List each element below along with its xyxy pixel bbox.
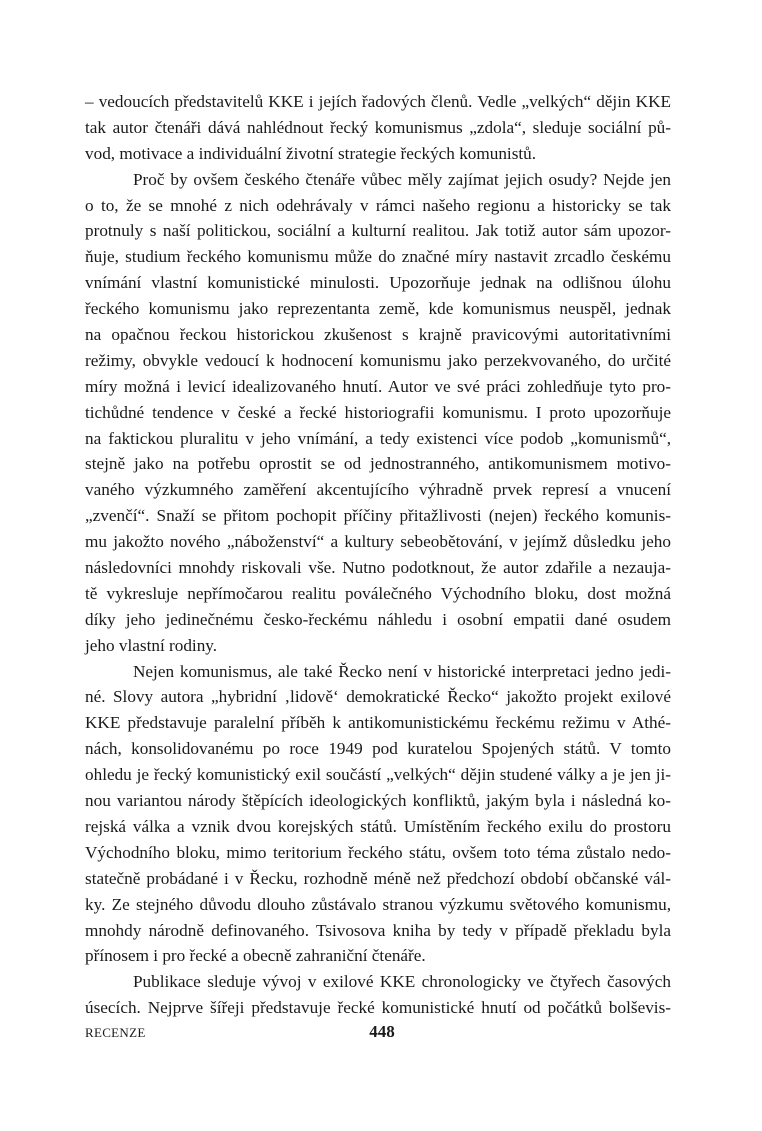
text-line: úsecích. Nejprve šířeji představuje řecké komunistické hnutí od počátků bolševis- xyxy=(85,998,671,1018)
page-number: 448 xyxy=(369,1022,395,1041)
text-line: následovníci mnohdy riskovali vše. Nutno podotknout, že autor zdařile a nezauja- xyxy=(85,558,671,578)
text-line: – vedoucích představitelů KKE i jejích řadových členů. Vedle „velkých“ dějin KKE xyxy=(85,92,671,111)
text-line: Nejen komunismus, ale také Řecko není v historické interpretaci jedno jedi- xyxy=(133,661,671,681)
text-line: jeho vlastní rodiny. xyxy=(85,635,218,655)
text-line: ňuje, studium řeckého komunismu může do značné míry nastavit zrcadlo českému xyxy=(85,247,671,267)
text-line: mu jakožto nového „náboženství“ a kultury sebeobětování, v jejímž důsledku jeho xyxy=(85,532,671,552)
text-line: nou variantou národy štěpících ideologických konfliktů, jakým byla i následná ko- xyxy=(85,791,671,811)
text-line: rejská válka a vznik dvou korejských států. Umístěním řeckého exilu do prostoru xyxy=(85,816,671,836)
text-line: vnímání vlastní komunistické minulosti. Upozorňuje jednak na odlišnou úlohu xyxy=(85,273,671,293)
text-line: na opačnou řeckou historickou zkušenost s krajně pravicovými autoritativními xyxy=(85,325,671,345)
text-line: ohledu je řecký komunistický exil součástí „velkých“ dějin studené války a je jen ji- xyxy=(85,765,671,785)
text-line: Východního bloku, mimo teritorium řeckého státu, ovšem toto téma zůstalo nedo- xyxy=(85,842,671,862)
text-line: tak autor čtenáři dává nahlédnout řecký komunismus „zdola“, sleduje sociální pů- xyxy=(85,117,671,137)
text-line: na faktickou pluralitu v jeho vnímání, a tedy existenci více podob „komunismů“, xyxy=(85,428,671,448)
section-label: RECENZE xyxy=(85,1025,146,1040)
text-line: „zvenčí“. Snaží se přitom pochopit příčiny přitažlivosti (nejen) řeckého komunis- xyxy=(85,506,671,526)
text-line: vod, motivace a individuální životní strategie řeckých komunistů. xyxy=(85,143,537,163)
text-line: vaného výzkumného zaměření akcentujícího výhradně prvek represí a vnucení xyxy=(85,480,671,500)
text-line: mnohdy národně definovaného. Tsivosova kniha by tedy v případě překladu byla xyxy=(85,920,671,940)
text-line: režimy, obvykle vedoucí k hodnocení komunismu jako perzekvovaného, do určité xyxy=(85,350,671,370)
text-line: né. Slovy autora „hybridní ‚lidově‘ demokratické Řecko“ jakožto projekt exilové xyxy=(85,687,671,707)
body-text xyxy=(85,89,671,1021)
text-line: díky jeho jedinečnému česko-řeckému náhledu i osobní empatii dané osudem xyxy=(85,609,671,629)
text-line: protnuly s naší politickou, sociální a kulturní realitou. Jak totiž autor sám upozor- xyxy=(85,221,671,241)
text-line: nách, konsolidovanému po roce 1949 pod kuratelou Spojených států. V tomto xyxy=(85,739,671,759)
text-line: KKE představuje paralelní příběh k antikomunistickému řeckému režimu v Athé- xyxy=(85,713,671,733)
text-line: Publikace sleduje vývoj v exilové KKE chronologicky ve čtyřech časových xyxy=(133,972,671,992)
text-line: míry možná i levicí idealizovaného hnutí. Autor ve své práci zohledňuje tyto pro- xyxy=(85,376,671,396)
text-line: o to, že se mnohé z nich odehrávaly v rámci našeho regionu a historicky se tak xyxy=(85,195,671,215)
text-line: ky. Ze stejného důvodu dlouho zůstávalo stranou výzkumu světového komunismu, xyxy=(85,894,671,914)
text-line: statečně probádané i v Řecku, rozhodně méně než předchozí období občanské vál- xyxy=(85,868,671,888)
text-line: Proč by ovšem českého čtenáře vůbec měly zajímat jejich osudy? Nejde jen xyxy=(133,169,671,189)
text-line: stejně jako na potřebu oprostit se od jednostranného, antikomunismem motivo- xyxy=(85,454,671,474)
text-line: řeckého komunismu jako reprezentanta země, kde komunismus neuspěl, jednak xyxy=(85,299,671,319)
text-line: tě vykresluje nepřímočarou realitu poválečného Východního bloku, dost možná xyxy=(85,583,671,603)
text-line: tichůdné tendence v české a řecké historiografii komunismu. I proto upozorňuje xyxy=(85,402,671,422)
text-line: přínosem i pro řecké a obecně zahraniční čtenáře. xyxy=(85,946,426,966)
